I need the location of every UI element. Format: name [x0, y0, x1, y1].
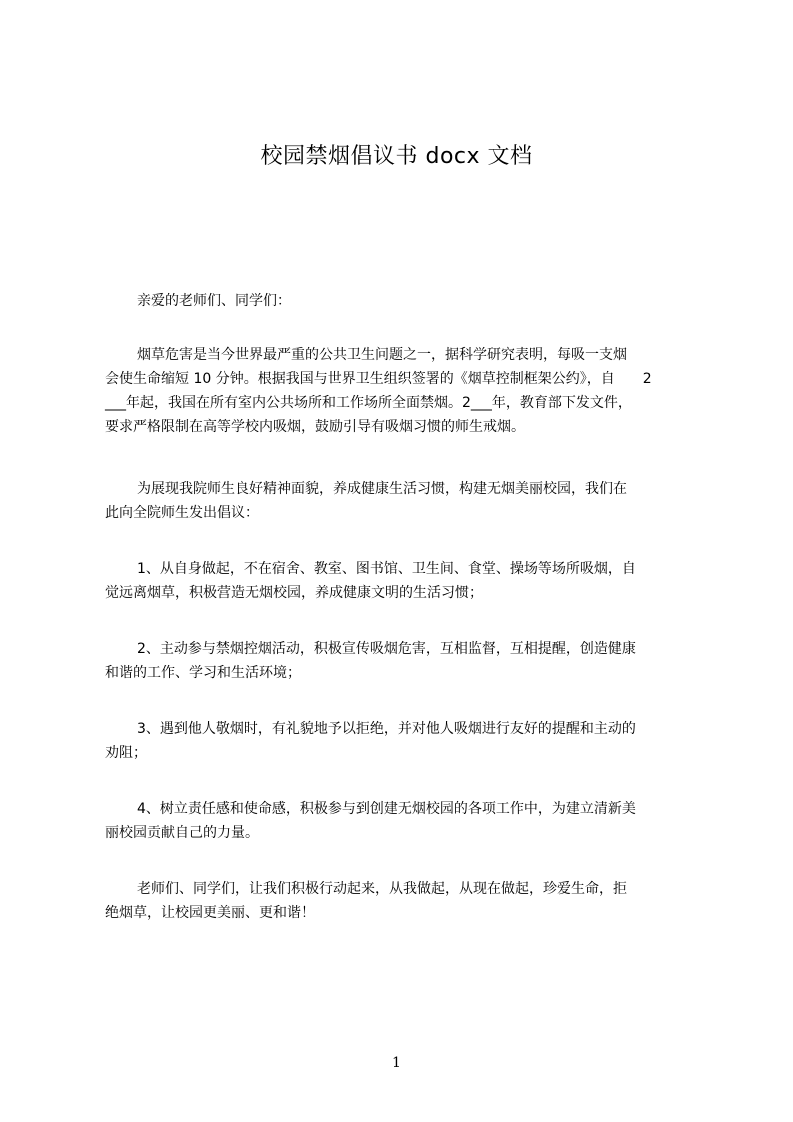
paragraph-line: 4、树立责任感和使命感，积极参与到创建无烟校园的各项工作中，为建立清新美	[137, 801, 636, 817]
document-title: 校园禁烟倡议书 docx 文档	[260, 144, 533, 169]
greeting: 亲爱的老师们、同学们：	[137, 293, 291, 309]
paragraph-line: 此向全院师生发出倡议：	[105, 505, 259, 521]
paragraph-line: 要求严格限制在高等学校内吸烟，鼓励引导有吸烟习惯的师生戒烟。	[105, 419, 525, 435]
paragraph-line: 觉远离烟草，积极营造无烟校园，养成健康文明的生活习惯；	[105, 585, 483, 601]
paragraph-line: 烟草危害是当今世界最严重的公共卫生问题之一，据科学研究表明，每吸一支烟	[137, 347, 627, 363]
paragraph-line: 2、主动参与禁烟控烟活动，积极宣传吸烟危害，互相监督，互相提醒，创造健康	[137, 641, 636, 657]
paragraph-line: 丽校园贡献自己的力量。	[105, 825, 259, 841]
page-number: 1	[392, 1055, 401, 1071]
paragraph-6	[105, 797, 709, 845]
paragraph-1	[105, 343, 709, 439]
paragraph-2	[105, 477, 709, 525]
paragraph-line: 老师们、同学们，让我们积极行动起来，从我做起，从现在做起，珍爱生命，拒	[137, 881, 627, 897]
paragraph-line: 会使生命缩短 10 分钟。根据我国与世界卫生组织签署的《烟草控制框架公约》，自 2	[105, 371, 652, 387]
paragraph-line: 绝烟草，让校园更美丽、更和谐！	[105, 905, 315, 921]
paragraph-line: 3、遇到他人敬烟时，有礼貌地予以拒绝，并对他人吸烟进行友好的提醒和主动的	[137, 721, 636, 737]
paragraph-5	[105, 717, 709, 765]
paragraph-line: ___年起，我国在所有室内公共场所和工作场所全面禁烟。2___年，教育部下发文件，	[105, 395, 632, 411]
paragraph-line: 劝阻；	[105, 745, 147, 761]
paragraph-line: 和谐的工作、学习和生活环境；	[105, 665, 301, 681]
paragraph-4	[105, 637, 709, 685]
paragraph-3	[105, 557, 709, 605]
paragraph-line: 1、从自身做起，不在宿舍、教室、图书馆、卫生间、食堂、操场等场所吸烟，自	[137, 561, 636, 577]
paragraph-7	[105, 877, 709, 925]
paragraph-line: 为展现我院师生良好精神面貌，养成健康生活习惯，构建无烟美丽校园，我们在	[137, 481, 627, 497]
